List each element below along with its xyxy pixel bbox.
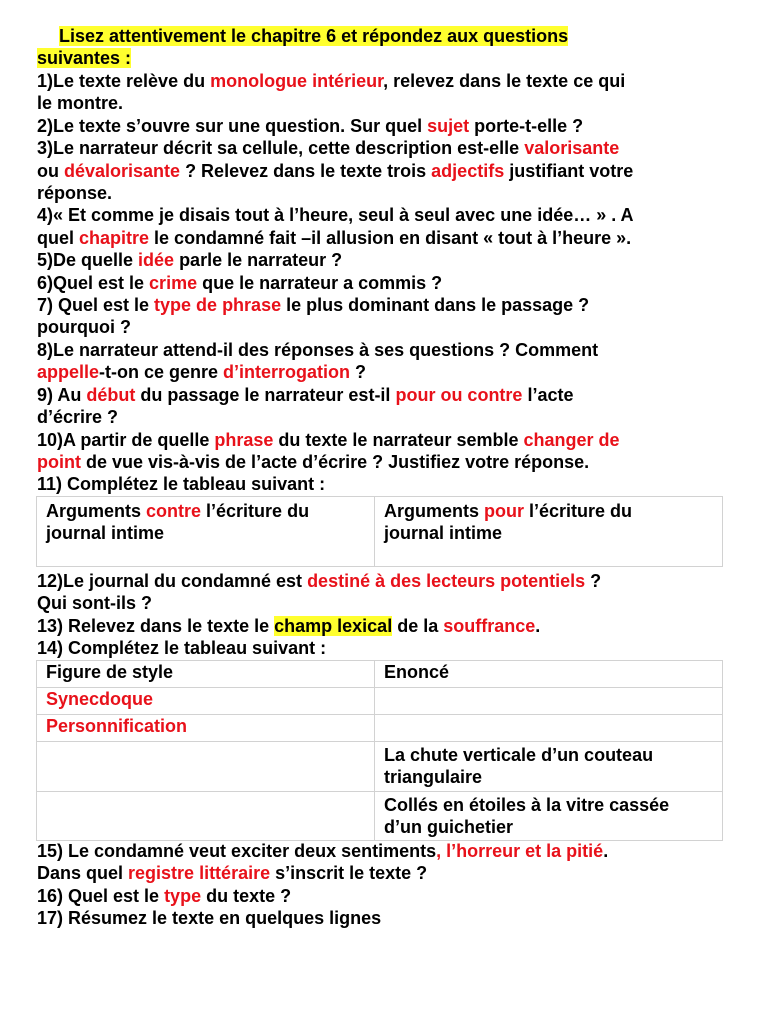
question-5: 5)De quelle idée parle le narrateur ? <box>37 250 343 271</box>
question-13: 13) Relevez dans le texte le champ lexical de la souffrance. <box>37 615 541 636</box>
question-12: 12)Le journal du condamné est destiné à des lecteurs potentiels ? <box>37 571 602 591</box>
question-17: 17) Résumez le texte en quelques lignes <box>37 908 382 929</box>
instructions-title: Lisez attentivement le chapitre 6 et répondez aux questions <box>59 26 569 46</box>
table-row <box>37 715 723 742</box>
question-11: 11) Complétez le tableau suivant : <box>37 474 326 495</box>
figure-personnification: Personnification <box>46 716 188 736</box>
header-figure-de-style: Figure de style <box>46 662 174 682</box>
figures-de-style-table <box>36 660 723 841</box>
instructions-title-end: suivantes : <box>37 48 132 69</box>
arguments-contre-cell: Arguments contre l’écriture du journal intime <box>37 497 375 567</box>
questions-15-17: 15) Le condamné veut exciter deux sentiments, l’horreur et la pitié. Dans quel registre littéraire s’inscrit le texte ? 16) Quel est le type du texte ? 17) Résumez le texte en quelques lignes <box>37 840 737 930</box>
question-6: 6)Quel est le crime que le narrateur a commis ? <box>37 272 443 293</box>
table-row: Collés en étoiles à la vitre cassée d’un guichetier <box>37 792 723 841</box>
question-3: 3)Le narrateur décrit sa cellule, cette description est-elle valorisante <box>37 138 620 159</box>
arguments-table <box>36 496 723 567</box>
question-9: 9) Au début du passage le narrateur est-il pour ou contre l’acte <box>37 384 574 405</box>
instructions <box>37 25 737 70</box>
questions-12-14: 12)Le journal du condamné est destiné à des lecteurs potentiels ? Qui sont-ils ? 13) Relevez dans le texte le champ lexical de la souffrance. 14) Complétez le tableau suivant : <box>37 570 737 660</box>
table-row <box>37 688 723 715</box>
table-row: La chute verticale d’un couteau triangulaire <box>37 742 723 792</box>
questions-1-11: 1)Le texte relève du monologue intérieur, relevez dans le texte ce qui le montre. 2)Le texte s’ouvre sur une question. Sur quel sujet porte-t-elle ? 3)Le narrateur décrit sa cellule, cette description est-elle valorisante ou dévalorisante ? Relevez dans le texte trois adjectifs justifiant votre réponse. 4)« Et comme je disais tout à l’heure, seul à seul avec une idée… » . A quel chapitre le condamné fait –il allusion en disant « tout à l’heure ». 5)De quelle idée parle le narrateur ? 6)Quel est le crime que le narrateur a commis ? 7) Quel est le type de phrase le plus dominant dans le passage ? pourquoi ? 8)Le narrateur attend-il des réponses à ses questions ? Comment appelle-t-on ce genre d’interrogation ? 9) Au début du passage le narrateur est-il pour ou contre l’acte d’écrire ? 10)A partir de quelle phrase du texte le narrateur semble changer de point de vue vis-à-vis de l’acte d’écrire ? Justifiez votre réponse. 11) Complétez le tableau suivant : <box>37 70 737 496</box>
arguments-pour-cell: Arguments pour l’écriture du journal intime <box>375 497 723 567</box>
table-row <box>37 497 723 567</box>
table-row <box>37 661 723 688</box>
question-2: 2)Le texte s’ouvre sur une question. Sur quel sujet porte-t-elle ? <box>37 115 584 136</box>
question-10: 10)A partir de quelle phrase du texte le narrateur semble changer de <box>37 429 620 450</box>
question-4: 4)« Et comme je disais tout à l’heure, seul à seul avec une idée… » . A <box>37 205 634 226</box>
question-1: 1)Le texte relève du monologue intérieur, relevez dans le texte ce qui <box>37 71 626 91</box>
question-15: 15) Le condamné veut exciter deux sentiments, l’horreur et la pitié. <box>37 841 609 861</box>
figure-synecdoque: Synecdoque <box>46 689 154 709</box>
question-7: 7) Quel est le type de phrase le plus dominant dans le passage ? <box>37 295 590 316</box>
header-enonce: Enoncé <box>384 662 450 682</box>
question-14: 14) Complétez le tableau suivant : <box>37 638 327 659</box>
question-8: 8)Le narrateur attend-il des réponses à ses questions ? Comment <box>37 339 599 360</box>
question-16: 16) Quel est le type du texte ? <box>37 885 292 906</box>
